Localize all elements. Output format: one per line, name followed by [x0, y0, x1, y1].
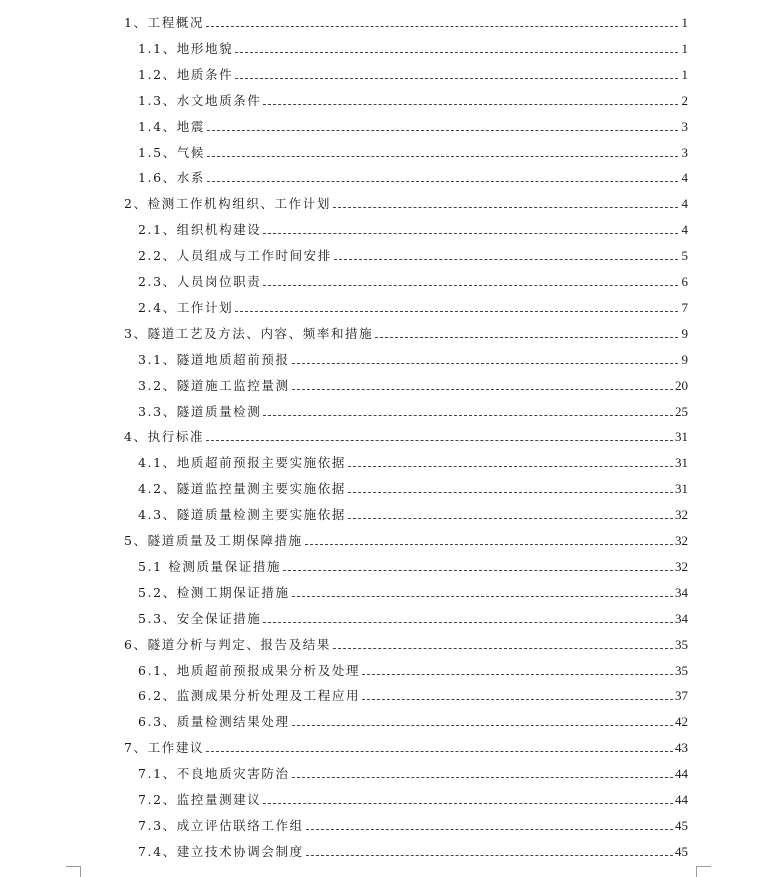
toc-entry-title: 4、执行标准 — [124, 427, 204, 447]
toc-entry-page-number: 44 — [675, 766, 688, 781]
toc-entry[interactable] — [124, 194, 688, 214]
toc-entry[interactable] — [138, 790, 688, 810]
toc-dot-leader — [263, 415, 673, 416]
toc-entry-title: 7.2、监控量测建议 — [138, 790, 261, 810]
toc-entry[interactable] — [124, 738, 688, 758]
toc-dot-leader — [206, 751, 673, 752]
toc-dot-leader — [305, 544, 673, 545]
toc-entry[interactable] — [138, 65, 688, 85]
toc-entry-title: 7.1、不良地质灾害防治 — [138, 764, 290, 784]
toc-entry-title: 2.1、组织机构建设 — [138, 220, 261, 240]
toc-entry[interactable] — [138, 402, 688, 422]
toc-dot-leader — [348, 518, 673, 519]
toc-entry[interactable] — [138, 168, 688, 188]
toc-entry-page-number: 9 — [681, 352, 688, 367]
toc-dot-leader — [206, 26, 678, 27]
toc-entry-title: 1.4、地震 — [138, 117, 205, 137]
toc-dot-leader — [235, 311, 678, 312]
toc-entry-title: 3.2、隧道施工监控量测 — [138, 376, 290, 396]
toc-entry-title: 3、隧道工艺及方法、内容、频率和措施 — [124, 324, 373, 344]
toc-entry[interactable] — [124, 324, 688, 344]
toc-entry-title: 6.1、地质超前预报成果分析及处理 — [138, 661, 360, 681]
toc-entry[interactable] — [138, 143, 688, 163]
toc-entry[interactable] — [138, 764, 688, 784]
toc-entry[interactable] — [138, 117, 688, 137]
toc-entry[interactable] — [138, 686, 688, 706]
toc-entry-title: 7.4、建立技术协调会制度 — [138, 842, 304, 862]
toc-entry[interactable] — [124, 635, 688, 655]
toc-entry-page-number: 35 — [675, 637, 688, 652]
toc-entry[interactable] — [138, 479, 688, 499]
toc-entry-title: 7.3、成立评估联络工作组 — [138, 816, 304, 836]
toc-entry-page-number: 3 — [681, 145, 688, 160]
toc-dot-leader — [292, 389, 673, 390]
toc-entry-page-number: 45 — [675, 844, 688, 859]
toc-entry-title: 2、检测工作机构组织、工作计划 — [124, 194, 331, 214]
toc-entry-page-number: 45 — [675, 818, 688, 833]
toc-entry-page-number: 9 — [681, 326, 688, 341]
toc-entry-title: 6.2、监测成果分析处理及工程应用 — [138, 686, 360, 706]
toc-entry-title: 1.5、气候 — [138, 143, 205, 163]
toc-dot-leader — [263, 104, 678, 105]
toc-entry[interactable] — [138, 505, 688, 525]
toc-entry-page-number: 5 — [681, 248, 688, 263]
toc-dot-leader — [362, 699, 673, 700]
toc-entry-title: 4.3、隧道质量检测主要实施依据 — [138, 505, 346, 525]
toc-entry-title: 5、隧道质量及工期保障措施 — [124, 531, 303, 551]
toc-entry-page-number: 31 — [675, 455, 688, 470]
toc-dot-leader — [263, 803, 673, 804]
toc-entry-title: 1.3、水文地质条件 — [138, 91, 261, 111]
toc-entry-page-number: 4 — [681, 222, 688, 237]
toc-dot-leader — [263, 622, 673, 623]
toc-entry[interactable] — [138, 661, 688, 681]
toc-dot-leader — [235, 52, 678, 53]
toc-entry-page-number: 1 — [681, 67, 688, 82]
toc-entry[interactable] — [138, 272, 688, 292]
toc-entry-title: 4.1、地质超前预报主要实施依据 — [138, 453, 346, 473]
toc-entry-page-number: 6 — [681, 274, 688, 289]
toc-entry[interactable] — [138, 39, 688, 59]
toc-entry-page-number: 34 — [675, 585, 688, 600]
toc-dot-leader — [207, 130, 678, 131]
toc-entry-page-number: 20 — [675, 378, 688, 393]
toc-entry-title: 5.2、检测工期保证措施 — [138, 583, 290, 603]
toc-entry[interactable] — [138, 712, 688, 732]
toc-entry-title: 2.4、工作计划 — [138, 298, 233, 318]
toc-entry[interactable] — [138, 376, 688, 396]
toc-dot-leader — [348, 466, 673, 467]
toc-entry[interactable] — [138, 816, 688, 836]
toc-entry-title: 6.3、质量检测结果处理 — [138, 712, 290, 732]
toc-entry-page-number: 1 — [681, 41, 688, 56]
toc-dot-leader — [306, 855, 673, 856]
toc-entry[interactable] — [138, 246, 688, 266]
toc-entry-title: 5.1 检测质量保证措施 — [138, 557, 281, 577]
toc-dot-leader — [235, 78, 678, 79]
toc-entry-page-number: 35 — [675, 663, 688, 678]
toc-dot-leader — [207, 181, 678, 182]
toc-entry-title: 7、工作建议 — [124, 738, 204, 758]
toc-dot-leader — [375, 337, 678, 338]
toc-entry[interactable] — [138, 220, 688, 240]
toc-entry-page-number: 32 — [675, 533, 688, 548]
toc-entry-title: 3.1、隧道地质超前预报 — [138, 350, 290, 370]
toc-entry[interactable] — [138, 557, 688, 577]
toc-dot-leader — [333, 207, 678, 208]
toc-dot-leader — [362, 674, 673, 675]
toc-entry[interactable] — [138, 583, 688, 603]
toc-entry-page-number: 31 — [675, 429, 688, 444]
toc-entry-page-number: 43 — [675, 740, 688, 755]
toc-entry[interactable] — [124, 531, 688, 551]
toc-entry-title: 1、工程概况 — [124, 13, 204, 33]
toc-dot-leader — [334, 259, 678, 260]
toc-entry-title: 2.2、人员组成与工作时间安排 — [138, 246, 332, 266]
toc-entry-page-number: 7 — [681, 300, 688, 315]
toc-entry-page-number: 32 — [675, 559, 688, 574]
toc-dot-leader — [292, 596, 673, 597]
toc-entry-title: 6、隧道分析与判定、报告及结果 — [124, 635, 331, 655]
toc-entry[interactable] — [138, 453, 688, 473]
toc-entry-page-number: 1 — [681, 15, 688, 30]
toc-dot-leader — [263, 233, 678, 234]
toc-entry-page-number: 4 — [681, 196, 688, 211]
page-corner-mark-left — [66, 866, 81, 877]
toc-entry-title: 1.6、水系 — [138, 168, 205, 188]
toc-entry-title: 4.2、隧道监控量测主要实施依据 — [138, 479, 346, 499]
toc-entry-page-number: 31 — [675, 481, 688, 496]
toc-dot-leader — [206, 440, 673, 441]
toc-entry[interactable] — [124, 427, 688, 447]
toc-entry-title: 1.2、地质条件 — [138, 65, 233, 85]
toc-entry[interactable] — [138, 298, 688, 318]
toc-dot-leader — [283, 570, 673, 571]
toc-dot-leader — [263, 285, 678, 286]
toc-entry-page-number: 3 — [681, 119, 688, 134]
toc-entry-page-number: 25 — [675, 404, 688, 419]
toc-entry-title: 1.1、地形地貌 — [138, 39, 233, 59]
toc-entry-title: 3.3、隧道质量检测 — [138, 402, 261, 422]
toc-entry-page-number: 4 — [681, 170, 688, 185]
toc-dot-leader — [207, 156, 678, 157]
toc-entry[interactable] — [138, 842, 688, 862]
toc-entry-page-number: 44 — [675, 792, 688, 807]
toc-entry-title: 2.3、人员岗位职责 — [138, 272, 261, 292]
toc-entry-page-number: 34 — [675, 611, 688, 626]
toc-dot-leader — [348, 492, 673, 493]
toc-entry[interactable] — [138, 609, 688, 629]
toc-dot-leader — [306, 829, 673, 830]
toc-entry[interactable] — [138, 91, 688, 111]
toc-dot-leader — [292, 725, 673, 726]
page-corner-mark-right — [696, 866, 711, 877]
toc-entry-page-number: 32 — [675, 507, 688, 522]
toc-dot-leader — [292, 363, 678, 364]
toc-entry-page-number: 2 — [681, 93, 688, 108]
toc-entry-page-number: 42 — [675, 714, 688, 729]
toc-entry[interactable] — [124, 13, 688, 33]
toc-entry-title: 5.3、安全保证措施 — [138, 609, 261, 629]
toc-entry-page-number: 37 — [675, 688, 688, 703]
toc-entry[interactable] — [138, 350, 688, 370]
toc-dot-leader — [292, 777, 673, 778]
toc-dot-leader — [333, 648, 673, 649]
